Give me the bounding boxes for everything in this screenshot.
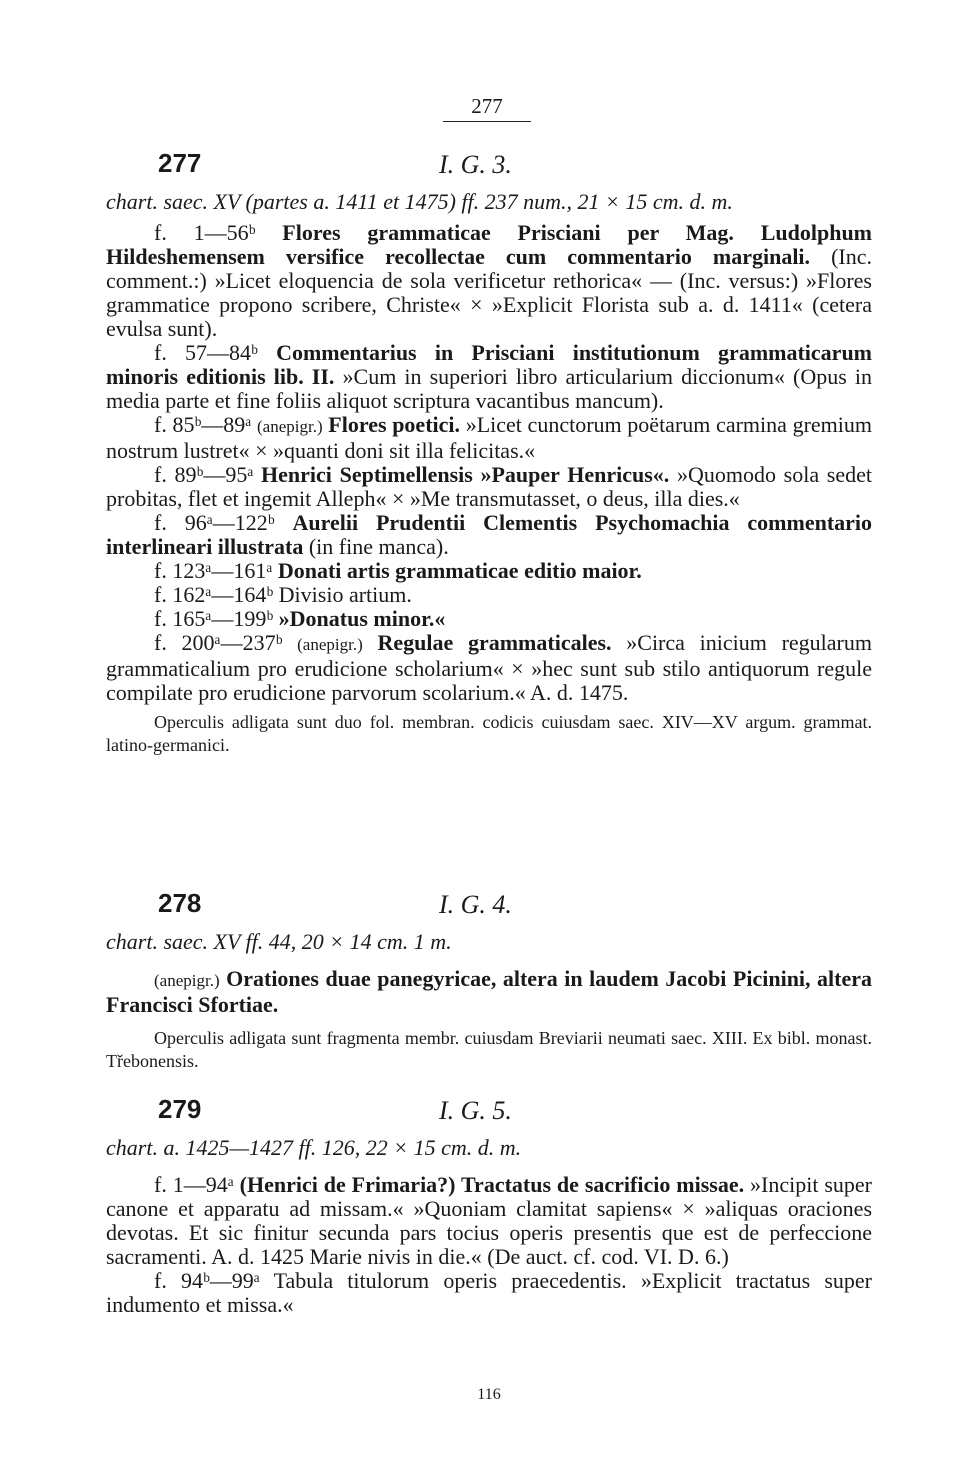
anepigr-label: (anepigr.) xyxy=(154,971,220,990)
folio-range: f. 1—56ᵇ xyxy=(154,220,256,245)
shelf-mark: I. G. 4. xyxy=(439,890,512,919)
work-title: Orationes duae panegyricae, altera in laudem Jacobi Picinini, altera Francisci Sfortiae. xyxy=(106,966,873,1017)
entry-heading xyxy=(106,1094,872,1134)
work-title: Aurelii Prudentii Clementis Psychomachia commentario interlineari illustrata xyxy=(106,510,873,559)
shelf-mark: I. G. 5. xyxy=(439,1096,512,1125)
work-title: Flores grammaticae Prisciani per Mag. Ludolphum Hildeshemensem versifice recollectae cum commentario marginali. xyxy=(106,220,873,269)
content-item xyxy=(106,967,872,1017)
work-text: (in fine manca). xyxy=(308,534,449,559)
codex-description: chart. a. 1425—1427 ff. 126, 22 × 15 cm. d. m. xyxy=(106,1135,522,1160)
content-item xyxy=(106,631,872,705)
catalog-entry-279 xyxy=(106,1094,872,1317)
work-text: Divisio artium. xyxy=(278,582,412,607)
folio-range: f. 94ᵇ—99ᵃ xyxy=(154,1268,260,1293)
codex-description: chart. saec. XV (partes a. 1411 et 1475) ff. 237 num., 21 × 15 cm. d. m. xyxy=(106,189,733,214)
header-page-number: 277 xyxy=(443,94,531,122)
entry-heading xyxy=(106,148,872,188)
entry-number: 279 xyxy=(158,1094,202,1124)
anepigr-label: (anepigr.) xyxy=(257,417,323,436)
codex-description: chart. saec. XV ff. 44, 20 × 14 cm. 1 m. xyxy=(106,929,452,954)
anepigr-label: (anepigr.) xyxy=(297,635,363,654)
content-item xyxy=(106,607,872,631)
footer-page-number: 116 xyxy=(477,1386,501,1403)
shelf-mark: I. G. 3. xyxy=(439,150,512,179)
folio-range: f. 89ᵇ—95ᵃ xyxy=(154,462,254,487)
work-title: Commentarius in Prisciani institutionum grammaticarum minoris editionis lib. II. xyxy=(106,340,873,389)
binding-note: Operculis adligata sunt fragmenta membr. cuiusdam Breviarii neumati saec. XIII. Ex bibl. monast. Třebonensis. xyxy=(106,1028,872,1071)
work-text: »Incipit super canone et apparatu ad missam.« »Quoniam clamitat sapiens« × »aliquas oraciones devotas. Et sic finitur secunda pars tocius operis presentis que est de perfeccione sacramenti. A. d. 1425 Marie nivis in die.« (De auct. cf. cod. VI. D. 6.) xyxy=(106,1172,872,1269)
work-title: (Henrici de Frimaria?) Tractatus de sacrificio missae. xyxy=(239,1172,745,1197)
folio-range: f. 85ᵇ—89ᵃ xyxy=(154,412,252,437)
entry-number: 278 xyxy=(158,888,202,918)
work-text: »Licet cunctorum poëtarum carmina gremium nostrum lustret« × »quanti doni sit illa felicitas.« xyxy=(106,412,872,463)
work-title: »Donatus minor.« xyxy=(278,606,446,631)
work-text: Tabula titulorum operis praecedentis. »Explicit tractatus super indumento et missa.« xyxy=(106,1268,872,1317)
work-text: »Cum in superiori libro articularium diccionum« (Opus in media parte et fine foliis aliquot scriptura vacantibus mancum). xyxy=(106,364,873,413)
content-item xyxy=(106,511,872,559)
binding-note: Operculis adligata sunt duo fol. membran. codicis cuiusdam saec. XIV—XV argum. grammat. latino-germanici. xyxy=(106,712,872,755)
content-item xyxy=(106,1269,872,1317)
content-item xyxy=(106,341,872,413)
content-item xyxy=(106,559,872,583)
work-title: Regulae grammaticales. xyxy=(377,630,612,655)
content-item xyxy=(106,583,872,607)
content-item xyxy=(106,1173,872,1269)
folio-range: f. 123ᵃ—161ᵃ xyxy=(154,558,273,583)
entry-number: 277 xyxy=(158,148,202,178)
work-title: Flores poetici. xyxy=(328,412,461,437)
content-item xyxy=(106,463,872,511)
folio-range: f. 200ᵃ—237ᵇ xyxy=(154,630,283,655)
work-title: Henrici Septimellensis »Pauper Henricus«. xyxy=(261,462,670,487)
work-title: Donati artis grammaticae editio maior. xyxy=(277,558,642,583)
folio-range: f. 1—94ᵃ xyxy=(154,1172,234,1197)
entry-heading xyxy=(106,888,872,928)
catalog-entry-277 xyxy=(106,148,872,757)
folio-range: f. 165ᵃ—199ᵇ xyxy=(154,606,274,631)
folio-range: f. 96ᵃ—122ᵇ xyxy=(154,510,275,535)
work-text: »Quomodo sola sedet probitas, flet et ingemit Alleph« × »Me transmutasset, o deus, illa dies.« xyxy=(106,462,872,511)
work-text: »Circa inicium regularum grammaticalium pro erudicione scholarium« × »hec sunt sub stilo antiquorum regule compilate pro erudicione parvorum scolarium.« A. d. 1475. xyxy=(106,630,872,705)
catalog-entry-278 xyxy=(106,888,872,1073)
running-header xyxy=(106,94,872,122)
work-text: (Inc. comment.:) »Licet eloquencia de sola verificetur rethorica« — (Inc. versus:) »Flores grammatice propono scribere, Christe« × »Explicit Florista sub a. d. 1411« (cetera evulsa sunt). xyxy=(106,244,872,341)
folio-range: f. 162ᵃ—164ᵇ xyxy=(154,582,274,607)
content-item xyxy=(106,413,872,463)
folio-range: f. 57—84ᵇ xyxy=(154,340,258,365)
content-item xyxy=(106,221,872,341)
